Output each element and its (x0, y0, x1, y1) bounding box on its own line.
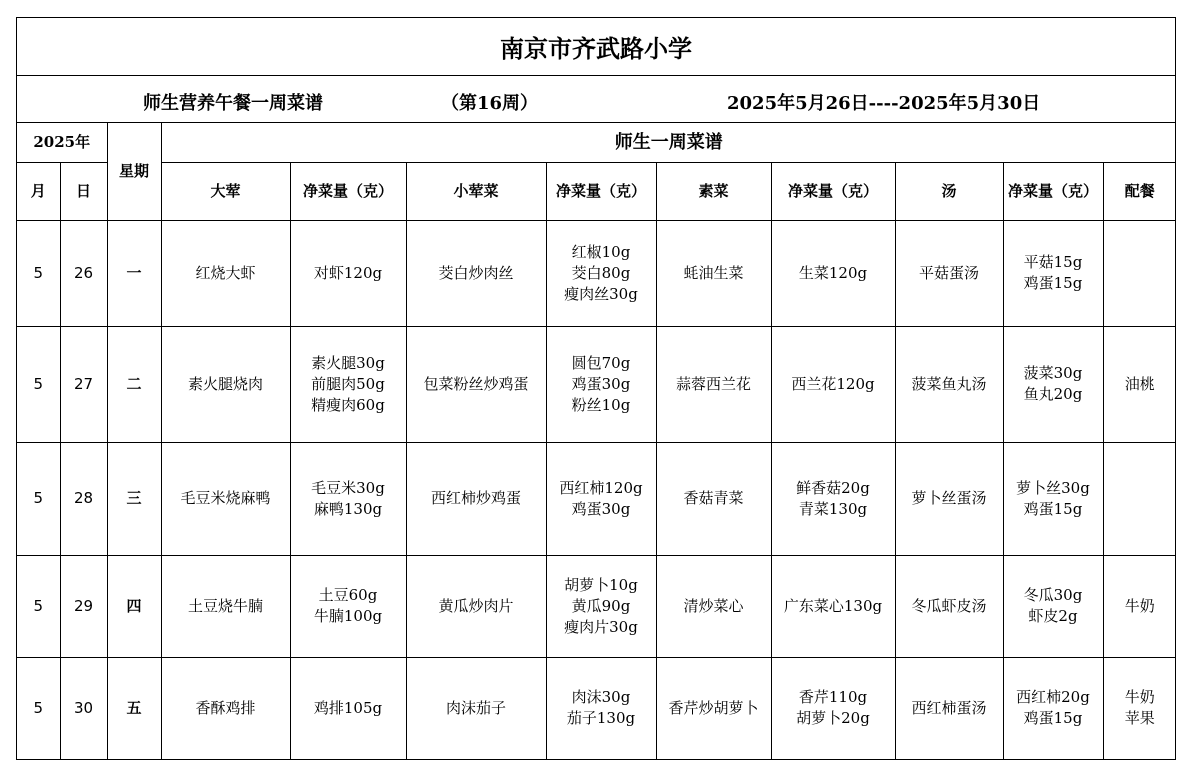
extra-cell (1103, 442, 1176, 555)
weight-line: 牛腩100g (313, 607, 383, 625)
weight-line: 广东菜心130g (783, 596, 883, 615)
veg-dish-cell: 清炒菜心 (656, 555, 771, 657)
day-cell: 26 (60, 220, 107, 326)
soup-weight-cell (1003, 442, 1103, 555)
soup-weight-cell (1003, 326, 1103, 442)
side-weight-cell (546, 220, 656, 326)
extra-line: 牛奶 (1124, 688, 1155, 707)
veg-dish-cell: 蚝油生菜 (656, 220, 771, 326)
main-dish-cell: 毛豆米烧麻鸭 (161, 442, 290, 555)
veg-dish-cell: 蒜蓉西兰花 (656, 326, 771, 442)
extra-line: 苹果 (1124, 709, 1155, 728)
weight-line: 鸡蛋30g (571, 499, 631, 518)
day-cell: 29 (60, 555, 107, 657)
soup-weight-cell (1003, 657, 1103, 759)
extra-cell (1103, 555, 1176, 657)
weight-line: 冬瓜30g (1023, 586, 1083, 604)
extra-line: 牛奶 (1124, 596, 1155, 615)
col-soup: 汤 (895, 162, 1003, 220)
col-month: 月 (17, 162, 60, 220)
weight-line: 鸡蛋15g (1023, 709, 1083, 728)
col-main-weight: 净菜量（克） (290, 162, 406, 220)
veg-weight-cell (771, 442, 895, 555)
side-dish-cell: 西红柿炒鸡蛋 (406, 442, 546, 555)
day-cell: 30 (60, 657, 107, 759)
soup-cell: 萝卜丝蛋汤 (895, 442, 1003, 555)
veg-weight-cell (771, 220, 895, 326)
col-main: 大荤 (161, 162, 290, 220)
weight-line: 平菇15g (1023, 253, 1083, 271)
main-dish-cell: 红烧大虾 (161, 220, 290, 326)
weight-line: 茭白80g (571, 263, 631, 282)
weight-line: 鸡蛋30g (571, 374, 631, 393)
soup-cell: 平菇蛋汤 (895, 220, 1003, 326)
extra-cell (1103, 657, 1176, 759)
weight-line: 鲜香菇20g (796, 478, 870, 497)
veg-weight-cell (771, 326, 895, 442)
weight-line: 肉沫30g (571, 688, 631, 707)
weight-line: 虾皮2g (1028, 607, 1078, 625)
weight-line: 瘦肉丝30g (564, 284, 638, 303)
day-cell: 27 (60, 326, 107, 442)
veg-dish-cell: 香菇青菜 (656, 442, 771, 555)
col-side: 小荤菜 (406, 162, 546, 220)
side-dish-cell: 肉沫茄子 (406, 657, 546, 759)
table-row (17, 442, 1176, 555)
weight-line: 素火腿30g (311, 353, 385, 372)
menu-title: 师生营养午餐一周菜谱 (143, 93, 323, 114)
col-veg-weight: 净菜量（克） (771, 162, 895, 220)
col-veg: 素菜 (656, 162, 771, 220)
col-side-weight: 净菜量（克） (546, 162, 656, 220)
table-row (17, 555, 1176, 657)
date-range: 2025年5月26日----2025年5月30日 (727, 93, 1041, 114)
main-weight-cell (290, 657, 406, 759)
veg-weight-cell (771, 657, 895, 759)
side-weight-cell (546, 657, 656, 759)
veg-dish-cell: 香芹炒胡萝卜 (656, 657, 771, 759)
weekday-cell: 二 (107, 326, 161, 442)
weight-line: 鸡蛋15g (1023, 274, 1083, 292)
col-soup-weight: 净菜量（克） (1003, 162, 1103, 220)
table-row (17, 326, 1176, 442)
main-weight-cell (290, 442, 406, 555)
weight-line: 红椒10g (571, 242, 631, 261)
weight-line: 对虾120g (313, 263, 383, 282)
soup-weight-cell (1003, 555, 1103, 657)
main-dish-cell: 素火腿烧肉 (161, 326, 290, 442)
school-title: 南京市齐武路小学 (17, 18, 1175, 76)
weight-line: 生菜120g (798, 263, 868, 282)
weekday-cell: 一 (107, 220, 161, 326)
weight-line: 鸡排105g (313, 698, 383, 717)
weight-line: 麻鸭130g (313, 499, 383, 518)
extra-cell (1103, 220, 1176, 326)
main-weight-cell (290, 326, 406, 442)
weight-line: 前腿肉50g (311, 374, 385, 393)
side-weight-cell (546, 326, 656, 442)
weight-line: 黄瓜90g (571, 596, 631, 615)
main-weight-cell (290, 555, 406, 657)
col-day: 日 (60, 162, 107, 220)
weight-line: 茄子130g (566, 709, 636, 728)
weight-line: 西红柿120g (559, 478, 643, 497)
soup-cell: 菠菜鱼丸汤 (895, 326, 1003, 442)
weight-line: 粉丝10g (571, 395, 631, 414)
main-weight-cell (290, 220, 406, 326)
weight-line: 土豆60g (318, 586, 378, 604)
weight-line: 胡萝卜10g (564, 575, 638, 594)
weekday-cell: 三 (107, 442, 161, 555)
month-cell: 5 (17, 442, 60, 555)
veg-weight-cell (771, 555, 895, 657)
header-row-1 (17, 123, 1176, 162)
weekly-menu-table (17, 123, 1176, 759)
side-weight-cell (546, 555, 656, 657)
weekday-cell: 四 (107, 555, 161, 657)
weight-line: 西兰花120g (791, 374, 875, 393)
day-cell: 28 (60, 442, 107, 555)
week-number: （第16周） (441, 93, 539, 114)
month-cell: 5 (17, 555, 60, 657)
soup-cell: 西红柿蛋汤 (895, 657, 1003, 759)
weight-line: 青菜130g (798, 499, 868, 518)
weekday-header: 星期 (107, 123, 161, 220)
soup-weight-cell (1003, 220, 1103, 326)
month-cell: 5 (17, 657, 60, 759)
col-extra: 配餐 (1103, 162, 1176, 220)
weight-line: 瘦肉片30g (564, 617, 638, 636)
table-row (17, 657, 1176, 759)
side-dish-cell: 黄瓜炒肉片 (406, 555, 546, 657)
main-dish-cell: 土豆烧牛腩 (161, 555, 290, 657)
weight-line: 菠菜30g (1023, 364, 1083, 382)
header-row-2 (17, 162, 1176, 220)
main-dish-cell: 香酥鸡排 (161, 657, 290, 759)
weight-line: 鸡蛋15g (1023, 499, 1083, 518)
menu-subtitle-row (17, 76, 1175, 123)
weekday-cell: 五 (107, 657, 161, 759)
extra-line: 油桃 (1124, 374, 1155, 393)
weight-line: 圆包70g (571, 353, 631, 372)
weight-line: 萝卜丝30g (1016, 478, 1090, 497)
extra-cell (1103, 326, 1176, 442)
weight-line: 鱼丸20g (1023, 385, 1083, 403)
section-title: 师生一周菜谱 (161, 123, 1176, 162)
year-label: 2025年 (17, 123, 107, 162)
weight-line: 胡萝卜20g (796, 709, 870, 728)
weight-line: 西红柿20g (1016, 688, 1090, 707)
weight-line: 香芹110g (798, 688, 868, 707)
weight-line: 精瘦肉60g (311, 395, 385, 414)
soup-cell: 冬瓜虾皮汤 (895, 555, 1003, 657)
month-cell: 5 (17, 220, 60, 326)
month-cell: 5 (17, 326, 60, 442)
side-dish-cell: 包菜粉丝炒鸡蛋 (406, 326, 546, 442)
side-weight-cell (546, 442, 656, 555)
side-dish-cell: 茭白炒肉丝 (406, 220, 546, 326)
table-row (17, 220, 1176, 326)
menu-sheet (16, 17, 1176, 760)
weight-line: 毛豆米30g (311, 478, 385, 497)
